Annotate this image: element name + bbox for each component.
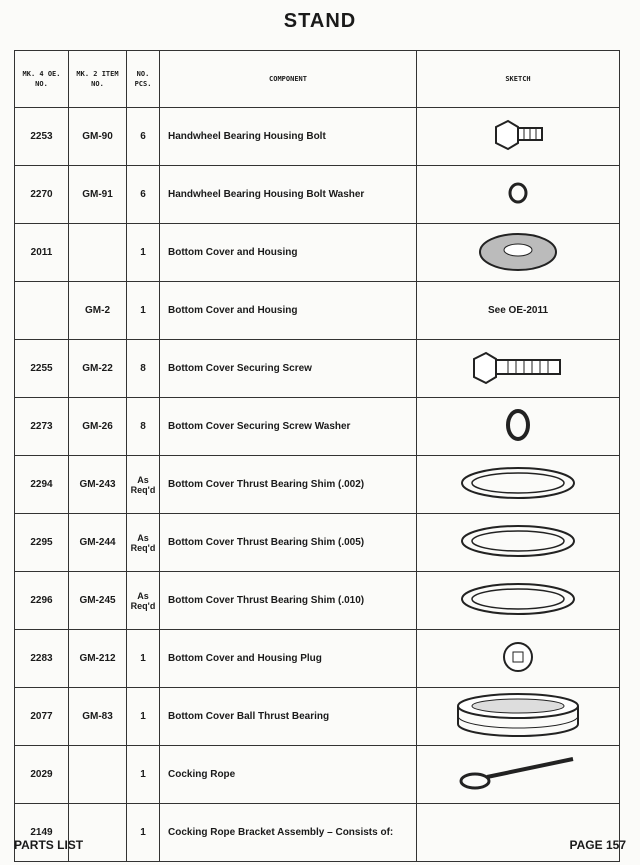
sketch-cell [417, 746, 620, 804]
mk2-cell [69, 804, 127, 862]
pcs-cell: As Req'd [127, 456, 160, 514]
component-cell: Handwheel Bearing Housing Bolt [160, 108, 417, 166]
table-row [15, 282, 620, 340]
component-cell: Cocking Rope Bracket Assembly – Consists of: [160, 804, 417, 862]
table-row [15, 630, 620, 688]
sketch-cell [417, 804, 620, 862]
sketch-cell [417, 630, 620, 688]
table-row [15, 514, 620, 572]
washer-small-sketch-icon [503, 200, 533, 211]
component-cell: Handwheel Bearing Housing Bolt Washer [160, 166, 417, 224]
header-sketch: SKETCH [417, 51, 620, 108]
mk2-cell: GM-83 [69, 688, 127, 746]
sketch-reference: See OE-2011 [487, 305, 549, 316]
component-cell: Bottom Cover and Housing [160, 224, 417, 282]
sketch-cell [417, 572, 620, 630]
mk2-cell: GM-244 [69, 514, 127, 572]
sketch-cell [417, 514, 620, 572]
mk2-cell: GM-91 [69, 166, 127, 224]
header-pcs: NO. PCS. [127, 51, 160, 108]
table-row [15, 804, 620, 862]
component-cell: Cocking Rope [160, 746, 417, 804]
pcs-cell: 1 [127, 224, 160, 282]
component-cell: Bottom Cover and Housing Plug [160, 630, 417, 688]
mk2-cell [69, 746, 127, 804]
pcs-cell: As Req'd [127, 572, 160, 630]
shim-sketch-icon [458, 553, 578, 564]
table-row [15, 398, 620, 456]
table-row [15, 166, 620, 224]
table-row [15, 572, 620, 630]
mk4-cell: 2029 [15, 746, 69, 804]
mk2-cell: GM-212 [69, 630, 127, 688]
pcs-cell: 1 [127, 630, 160, 688]
bolt-short-sketch-icon [488, 149, 548, 160]
component-cell: Bottom Cover Securing Screw Washer [160, 398, 417, 456]
header-mk4: MK. 4 OE. NO. [15, 51, 69, 108]
table-row [15, 340, 620, 398]
table-row [15, 746, 620, 804]
mk2-cell: GM-26 [69, 398, 127, 456]
table-row [15, 108, 620, 166]
mk4-cell: 2149 [15, 804, 69, 862]
mk4-cell: 2296 [15, 572, 69, 630]
component-cell: Bottom Cover Thrust Bearing Shim (.005) [160, 514, 417, 572]
mk4-cell: 2270 [15, 166, 69, 224]
mk4-cell: 2273 [15, 398, 69, 456]
mk4-cell: 2011 [15, 224, 69, 282]
pcs-cell: 1 [127, 746, 160, 804]
table-row [15, 456, 620, 514]
mk2-cell: GM-243 [69, 456, 127, 514]
component-cell: Bottom Cover Securing Screw [160, 340, 417, 398]
mk4-cell: 2255 [15, 340, 69, 398]
parts-table [14, 50, 620, 862]
sketch-cell [417, 108, 620, 166]
sketch-cell [417, 224, 620, 282]
bolt-long-sketch-icon [468, 381, 568, 392]
mk4-cell [15, 282, 69, 340]
mk4-cell: 2283 [15, 630, 69, 688]
washer-large-sketch-icon [500, 439, 536, 450]
table-row [15, 224, 620, 282]
plug-sketch-icon [498, 669, 538, 680]
table-row [15, 688, 620, 746]
component-cell: Bottom Cover Thrust Bearing Shim (.002) [160, 456, 417, 514]
housing-sketch-icon [473, 268, 563, 279]
mk4-cell: 2253 [15, 108, 69, 166]
rope-sketch-icon [453, 787, 583, 798]
bearing-sketch-icon [453, 732, 583, 743]
pcs-cell: 1 [127, 688, 160, 746]
mk2-cell: GM-22 [69, 340, 127, 398]
shim-sketch-icon [458, 495, 578, 506]
pcs-cell: 8 [127, 398, 160, 456]
table-header [15, 51, 620, 108]
sketch-cell [417, 166, 620, 224]
pcs-cell: 1 [127, 804, 160, 862]
component-cell: Bottom Cover Thrust Bearing Shim (.010) [160, 572, 417, 630]
mk2-cell: GM-2 [69, 282, 127, 340]
sketch-cell [417, 340, 620, 398]
pcs-cell: 6 [127, 108, 160, 166]
header-mk2: MK. 2 ITEM NO. [69, 51, 127, 108]
sketch-cell [417, 456, 620, 514]
sketch-cell [417, 688, 620, 746]
mk2-cell: GM-90 [69, 108, 127, 166]
mk2-cell: GM-245 [69, 572, 127, 630]
mk2-cell [69, 224, 127, 282]
header-component: COMPONENT [160, 51, 417, 108]
sketch-cell [417, 282, 620, 340]
pcs-cell: As Req'd [127, 514, 160, 572]
pcs-cell: 6 [127, 166, 160, 224]
shim-sketch-icon [458, 611, 578, 622]
page-number: PAGE 157 [569, 838, 626, 852]
page-title: STAND [283, 10, 357, 32]
sketch-cell [417, 398, 620, 456]
mk4-cell: 2077 [15, 688, 69, 746]
mk4-cell: 2295 [15, 514, 69, 572]
mk4-cell: 2294 [15, 456, 69, 514]
pcs-cell: 8 [127, 340, 160, 398]
footer-section: PARTS LIST [14, 838, 84, 852]
component-cell: Bottom Cover and Housing [160, 282, 417, 340]
pcs-cell: 1 [127, 282, 160, 340]
component-cell: Bottom Cover Ball Thrust Bearing [160, 688, 417, 746]
